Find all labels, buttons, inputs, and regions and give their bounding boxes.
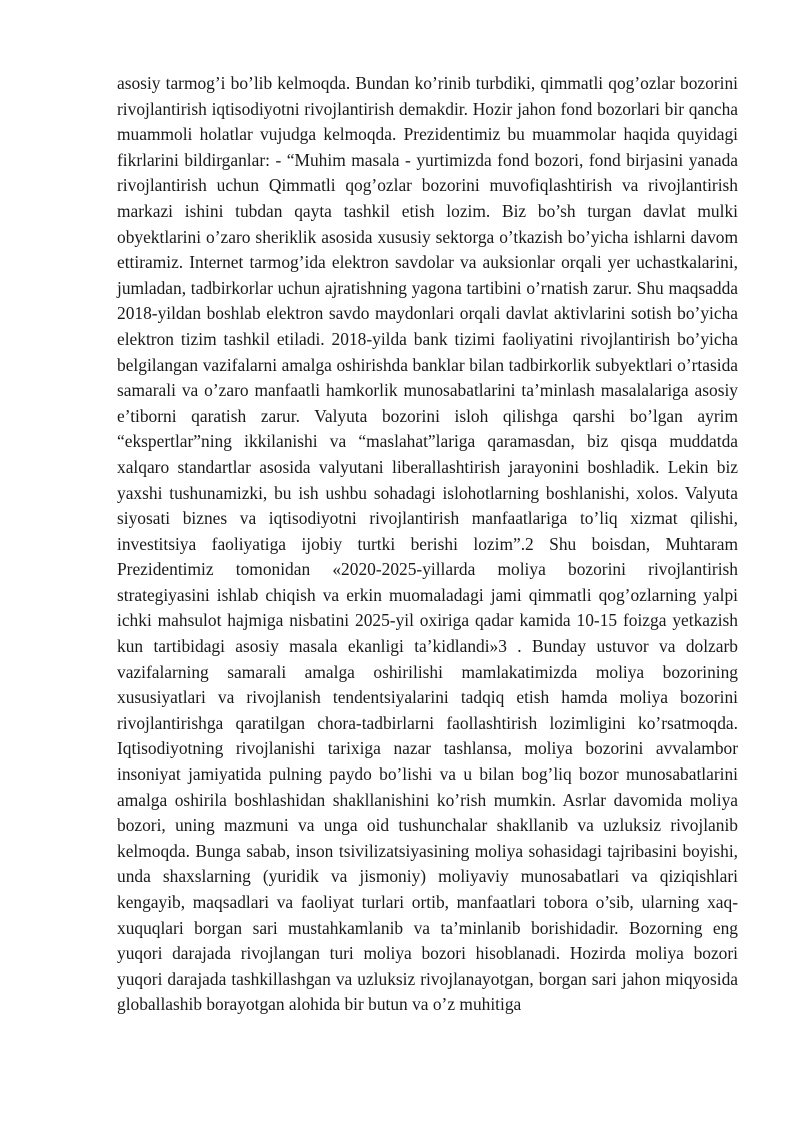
body-paragraph: asosiy tarmog’i bo’lib kelmoqda. Bundan ko’rinib turbdiki, qimmatli qog’ozlar bozorini rivojlantirish iqtisodiyotni rivojlantirish demakdir. Hozir jahon fond bozorlari bir qancha muammoli holatlar vujudga kelmoqda. Prezidentimiz bu muammolar haqida quyidagi fikrlarini bildirganlar: - “Muhim masala - yurtimizda fond bozori, fond birjasini yanada rivojlantirish uchun Qimmatli qog’ozlar bozorini muvofiqlashtirish va rivojlantirish markazi ishini tubdan qayta tashkil etish lozim. Biz bo’sh turgan davlat mulki obyektlarini o’zaro sheriklik asosida xususiy sektorga o’tkazish bo’yicha ishlarni davom ettiramiz. Internet tarmog’ida elektron savdolar va auksionlar orqali yer uchastkalarini, jumladan, tadbirkorlar uchun ajratishning yagona tartibini o’rnatish zarur. Shu maqsadda 2018-yildan boshlab elektron savdo maydonlari orqali davlat aktivlarini sotish bo’yicha elektron tizim tashkil etiladi. 2018-yilda bank tizimi faoliyatini rivojlantirish bo’yicha belgilangan vazifalarni amalga oshirishda banklar bilan tadbirkorlik subyektlari o’rtasida samarali va o’zaro manfaatli hamkorlik munosabatlarini ta’minlash masalalariga asosiy e’tiborni qaratish zarur. Valyuta bozorini isloh qilishga qarshi bo’lgan ayrim “ekspertlar”ning ikkilanishi va “maslahat”lariga qaramasdan, biz qisqa muddatda xalqaro standartlar asosida valyutani liberallashtirish jarayonini boshladik. Lekin biz yaxshi tushunamizki, bu ish ushbu sohadagi islohotlarning boshlanishi, xolos. Valyuta siyosati biznes va iqtisodiyotni rivojlantirish manfaatlariga to’liq xizmat qilishi, investitsiya faoliyatiga ijobiy turtki berishi lozim”.2 Shu boisdan, Muhtaram Prezidentimiz tomonidan «2020-2025-yillarda moliya bozorini rivojlantirish strategiyasini ishlab chiqish va erkin muomaladagi jami qimmatli qog’ozlarning yalpi ichki mahsulot hajmiga nisbatini 2025-yil oxiriga qadar kamida 10-15 foizga yetkazish kun tartibidagi asosiy masala ekanligi ta’kidlandi»3 . Bunday ustuvor va dolzarb vazifalarning samarali amalga oshirilishi mamlakatimizda moliya bozorining xususiyatlari va rivojlanish tendentsiyalarini tadqiq etish hamda moliya bozorini rivojlantirishga qaratilgan chora-tadbirlarni faollashtirish lozimligini ko’rsatmoqda. Iqtisodiyotning rivojlanishi tarixiga nazar tashlansa, moliya bozorini avvalambor insoniyat jamiyatida pulning paydo bo’lishi va u bilan bog’liq bozor munosabatlarini amalga oshirila boshlashidan shakllanishini ko’rish mumkin. Asrlar davomida moliya bozori, uning mazmuni va unga oid tushunchalar shakllanib va uzluksiz rivojlanib kelmoqda. Bunga sabab, inson tsivilizatsiyasining moliya sohasidagi tajribasini boyishi, unda shaxslarning (yuridik va jismoniy) moliyaviy munosabatlari va qiziqishlari kengayib, maqsadlari va faoliyat turlari ortib, manfaatlari tobora o’sib, ularning xaq-xuquqlari borgan sari mustahkamlanib va ta’minlanib borishidadir. Bozorning eng yuqori darajada rivojlangan turi moliya bozori hisoblanadi. Hozirda moliya bozori yuqori darajada tashkillashgan va uzluksiz rivojlanayotgan, borgan sari jahon miqyosida globallashib borayotgan alohida bir butun va o’z muhitiga (117, 73, 738, 1015)
